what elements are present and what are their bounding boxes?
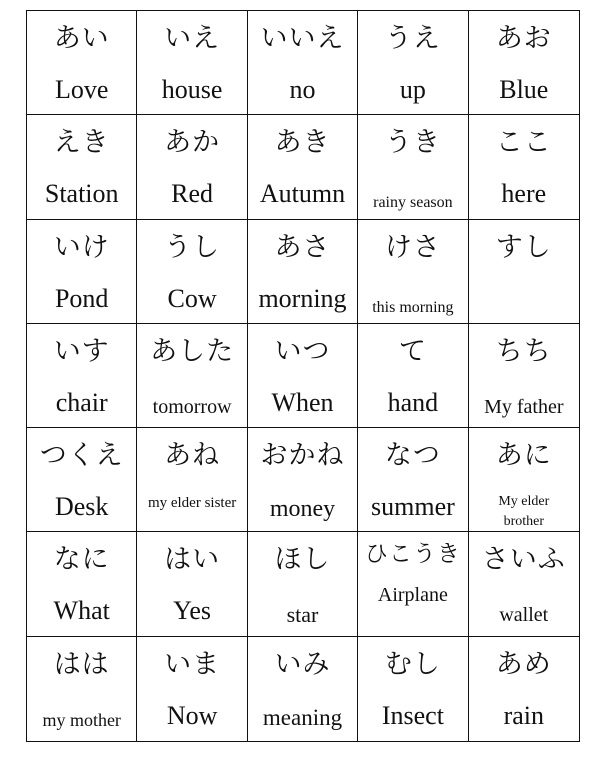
- english-meaning: Airplane: [377, 584, 448, 607]
- english-meaning: star: [286, 602, 319, 628]
- vocab-card: [248, 220, 358, 324]
- vocab-card: [27, 220, 137, 324]
- kana-word: なに: [53, 544, 110, 576]
- english-meaning: my mother: [42, 709, 121, 730]
- vocab-card: [248, 115, 358, 219]
- kana-word: ちち: [495, 335, 552, 367]
- kana-word: おかね: [260, 440, 345, 472]
- kana-word: えき: [53, 127, 110, 159]
- vocab-card: [137, 220, 247, 324]
- kana-word: うし: [164, 231, 221, 263]
- kana-word: いえ: [164, 23, 221, 54]
- vocab-card: [358, 220, 468, 324]
- english-meaning: morning: [258, 283, 347, 313]
- english-meaning: My elder brother: [498, 494, 550, 530]
- kana-word: いつ: [274, 335, 331, 367]
- kana-word: あめ: [495, 648, 552, 680]
- kana-word: すし: [495, 231, 552, 263]
- english-meaning: Desk: [54, 492, 109, 522]
- english-meaning: rainy season: [373, 194, 453, 212]
- kana-word: なつ: [384, 440, 441, 472]
- english-meaning: this morning: [372, 298, 454, 316]
- vocab-card: [248, 428, 358, 532]
- vocab-card: [27, 532, 137, 636]
- english-meaning: What: [53, 596, 110, 626]
- english-meaning: Station: [44, 179, 119, 209]
- kana-word: て: [398, 335, 427, 367]
- english-meaning: no: [289, 75, 316, 104]
- english-meaning: meaning: [262, 704, 343, 730]
- kana-word: むし: [384, 648, 441, 680]
- english-meaning: Insect: [381, 700, 444, 730]
- english-meaning: wallet: [499, 604, 549, 627]
- english-meaning: Love: [54, 75, 109, 104]
- english-meaning: Cow: [167, 283, 217, 313]
- vocab-card: [358, 324, 468, 428]
- vocab-card: [469, 220, 579, 324]
- kana-word: あね: [164, 440, 221, 472]
- kana-word: つくえ: [39, 440, 124, 472]
- english-meaning: Now: [166, 700, 218, 730]
- kana-word: ひこうき: [364, 541, 461, 568]
- kana-word: あい: [53, 23, 110, 54]
- vocab-card: [358, 532, 468, 636]
- english-meaning: Autumn: [259, 179, 346, 209]
- vocab-card: [248, 637, 358, 741]
- vocab-card: [358, 115, 468, 219]
- vocab-card: [248, 324, 358, 428]
- vocab-card: [469, 637, 579, 741]
- kana-word: あに: [495, 440, 552, 472]
- kana-word: いす: [53, 335, 110, 367]
- kana-word: けさ: [384, 231, 441, 263]
- vocab-card: [358, 637, 468, 741]
- vocab-card: [27, 428, 137, 532]
- kana-word: あき: [274, 127, 331, 159]
- vocab-card: [469, 324, 579, 428]
- vocab-card: [27, 115, 137, 219]
- vocab-card: [358, 11, 468, 115]
- kana-word: あお: [495, 23, 552, 54]
- english-meaning: Pond: [54, 283, 109, 313]
- vocab-card: [137, 428, 247, 532]
- english-meaning: house: [161, 75, 223, 104]
- vocab-card: [469, 11, 579, 115]
- kana-word: はい: [164, 544, 221, 576]
- vocabulary-card-grid: [26, 10, 580, 742]
- vocab-card: [248, 532, 358, 636]
- english-meaning: my elder sister: [147, 495, 237, 512]
- kana-word: うき: [384, 127, 441, 159]
- kana-word: あした: [150, 335, 235, 367]
- english-meaning: When: [271, 387, 334, 417]
- kana-word: さいふ: [481, 544, 566, 576]
- kana-word: いいえ: [260, 23, 345, 54]
- kana-word: はは: [53, 648, 110, 680]
- english-meaning: Blue: [499, 75, 549, 104]
- english-meaning: rain: [503, 700, 544, 730]
- vocab-card: [137, 532, 247, 636]
- english-meaning: here: [501, 179, 547, 209]
- vocab-card: [469, 532, 579, 636]
- vocab-card: [27, 324, 137, 428]
- kana-word: あか: [164, 127, 221, 159]
- english-meaning: My father: [484, 395, 564, 418]
- english-meaning: chair: [55, 387, 108, 417]
- english-meaning: up: [399, 75, 426, 104]
- english-meaning: Yes: [173, 596, 212, 626]
- vocab-card: [469, 115, 579, 219]
- vocab-card: [358, 428, 468, 532]
- vocab-card: [27, 11, 137, 115]
- english-meaning: money: [269, 496, 336, 523]
- english-meaning: Red: [171, 179, 214, 209]
- vocab-card: [137, 637, 247, 741]
- vocab-card: [137, 324, 247, 428]
- kana-word: あさ: [274, 231, 331, 263]
- kana-word: ほし: [274, 544, 331, 576]
- kana-word: ここ: [495, 127, 552, 159]
- kana-word: うえ: [384, 23, 441, 54]
- vocab-card: [248, 11, 358, 115]
- english-meaning: tomorrow: [152, 395, 232, 418]
- vocab-card: [137, 115, 247, 219]
- vocab-card: [27, 637, 137, 741]
- vocab-card: [137, 11, 247, 115]
- kana-word: いみ: [274, 648, 331, 680]
- english-meaning: summer: [371, 492, 455, 522]
- english-meaning: hand: [387, 387, 439, 417]
- kana-word: いけ: [53, 231, 110, 263]
- vocab-card: [469, 428, 579, 532]
- kana-word: いま: [164, 648, 221, 680]
